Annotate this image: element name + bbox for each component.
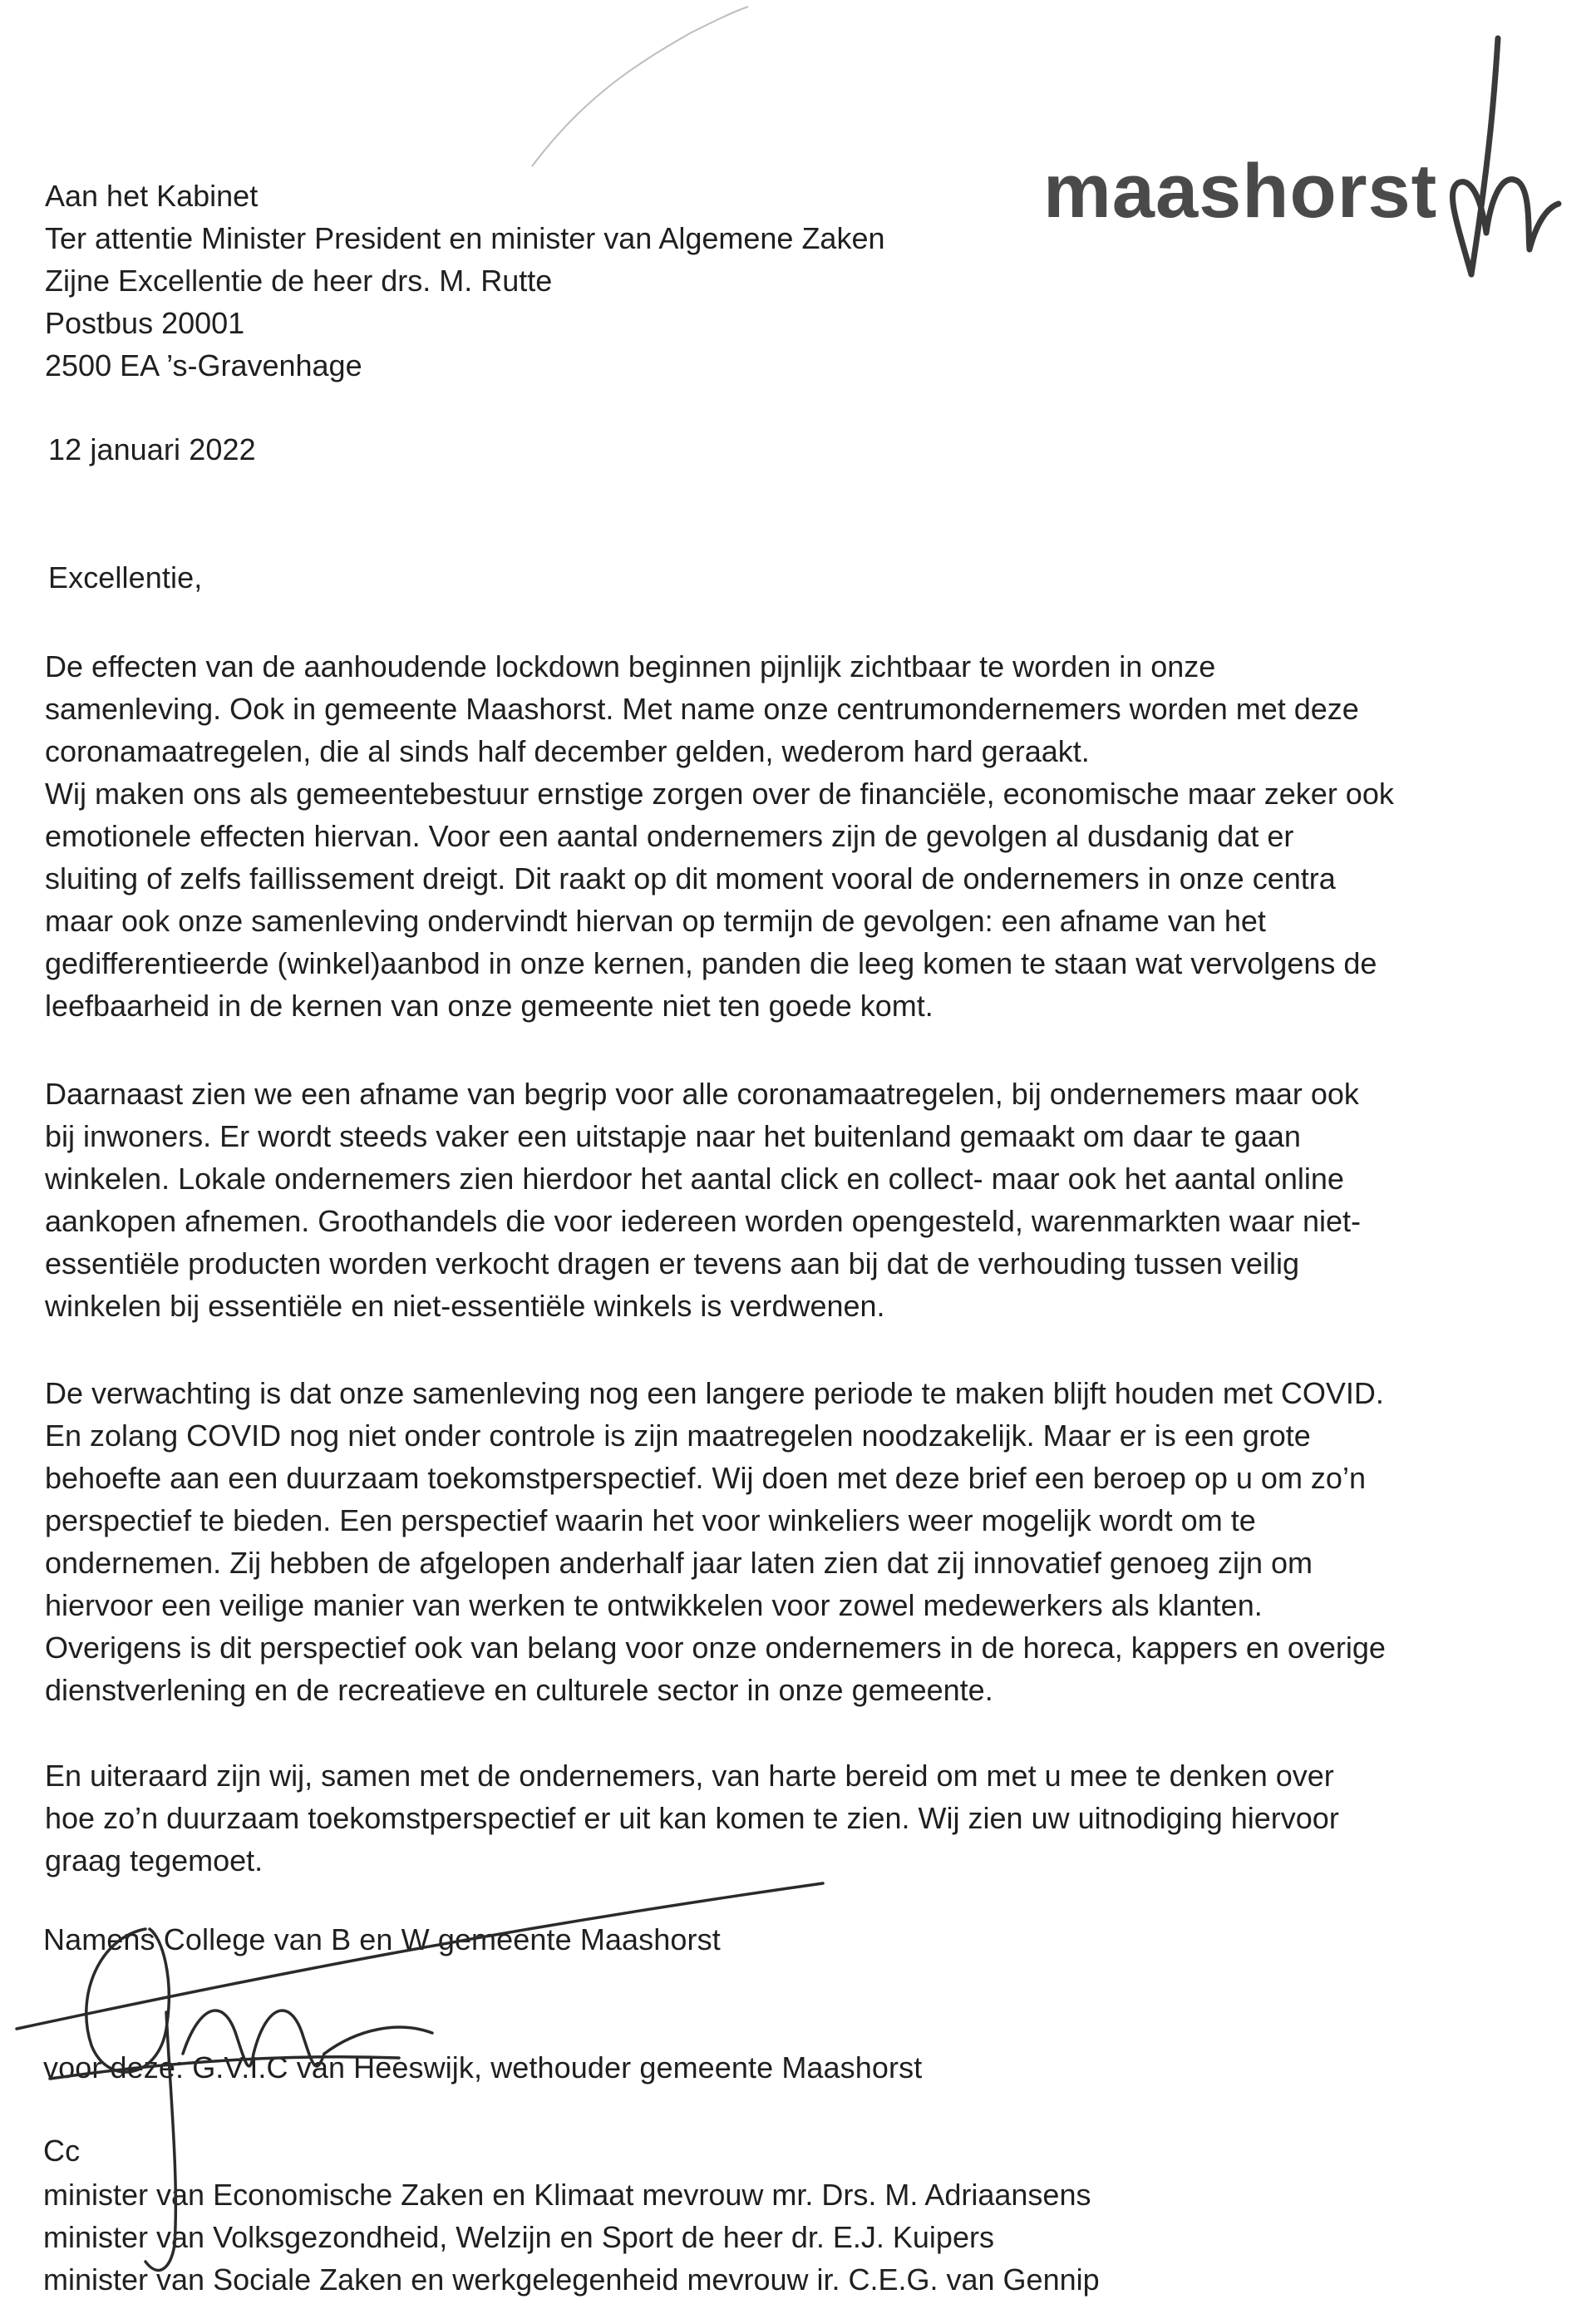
paragraph-line: hiervoor een veilige manier van werken te ontwikkelen voor zowel medewerkers als klanten.: [45, 1588, 1263, 1622]
paragraph-line: winkelen bij essentiële en niet-essentiële winkels is verdwenen.: [45, 1289, 885, 1323]
paragraph-line: emotionele effecten hiervan. Voor een aantal ondernemers zijn de gevolgen al dusdanig dat er: [45, 819, 1294, 853]
address-line: 2500 EA ’s-Gravenhage: [45, 348, 362, 382]
paragraph-line: samenleving. Ook in gemeente Maashorst. Met name onze centrumondernemers worden met deze: [45, 692, 1359, 726]
paragraph-line: sluiting of zelfs faillissement dreigt. Dit raakt op dit moment vooral de ondernemers in onze centra: [45, 861, 1336, 896]
paragraph-line: En uiteraard zijn wij, samen met de ondernemers, van harte bereid om met u mee te denken over: [45, 1759, 1334, 1793]
maashorst-logo-wordmark: maashorst: [1043, 149, 1438, 234]
paragraph-line: Daarnaast zien we een afname van begrip voor alle coronamaatregelen, bij ondernemers maar ook: [45, 1077, 1359, 1111]
paragraph-line: aankopen afnemen. Groothandels die voor iedereen worden opengesteld, warenmarkten waar niet-: [45, 1204, 1361, 1238]
salutation: Excellentie,: [48, 560, 203, 595]
paragraph-line: perspectief te bieden. Een perspectief waarin het voor winkeliers weer mogelijk wordt om te: [45, 1503, 1256, 1537]
cc-recipient: minister van Volksgezondheid, Welzijn en Sport de heer dr. E.J. Kuipers: [43, 2220, 994, 2254]
maashorst-m-mark-icon: [1446, 33, 1571, 283]
paragraph-1: [45, 645, 1394, 1027]
paragraph-3: [45, 1372, 1386, 1711]
paragraph-line: Wij maken ons als gemeentebestuur ernstige zorgen over de financiële, economische maar zeker ook: [45, 777, 1394, 811]
paragraph-line: Overigens is dit perspectief ook van belang voor onze ondernemers in de horeca, kappers en overige: [45, 1631, 1386, 1665]
paragraph-4: [45, 1754, 1339, 1882]
paragraph-line: bij inwoners. Er wordt steeds vaker een uitstapje naar het buitenland gemaakt om daar te gaan: [45, 1119, 1301, 1153]
letter-date: 12 januari 2022: [48, 432, 256, 466]
address-line: Zijne Excellentie de heer drs. M. Rutte: [45, 264, 553, 298]
closing-line: Namens College van B en W gemeente Maashorst: [43, 1922, 721, 1956]
paragraph-line: behoefte aan een duurzaam toekomstperspectief. Wij doen met deze brief een beroep op u om zo’n: [45, 1461, 1366, 1495]
cc-recipient: minister van Economische Zaken en Klimaat mevrouw mr. Drs. M. Adriaansens: [43, 2178, 1091, 2212]
paragraph-line: winkelen. Lokale ondernemers zien hierdoor het aantal click en collect- maar ook het aantal online: [45, 1162, 1344, 1196]
paragraph-line: gedifferentieerde (winkel)aanbod in onze kernen, panden die leeg komen te staan wat vervolgens de: [45, 946, 1377, 980]
paragraph-line: ondernemen. Zij hebben de afgelopen anderhalf jaar laten zien dat zij innovatief genoeg zijn om: [45, 1546, 1313, 1580]
cc-recipient: minister van Sociale Zaken en werkgelegenheid mevrouw ir. C.E.G. van Gennip: [43, 2262, 1100, 2297]
address-line: Postbus 20001: [45, 306, 245, 340]
address-line: Ter attentie Minister President en minister van Algemene Zaken: [45, 221, 885, 255]
signatory-line: voor deze: G.V.I.C van Heeswijk, wethouder gemeente Maashorst: [43, 2050, 923, 2085]
paragraph-line: dienstverlening en de recreatieve en culturele sector in onze gemeente.: [45, 1673, 993, 1707]
paragraph-line: En zolang COVID nog niet onder controle is zijn maatregelen noodzakelijk. Maar er is een grote: [45, 1418, 1311, 1453]
paragraph-line: leefbaarheid in de kernen van onze gemeente niet ten goede komt.: [45, 989, 933, 1023]
cc-list: [43, 2173, 1100, 2301]
paragraph-line: De verwachting is dat onze samenleving nog een langere periode te maken blijft houden met COVID.: [45, 1376, 1384, 1410]
address-block: [45, 175, 885, 387]
paragraph-line: graag tegemoet.: [45, 1843, 264, 1877]
cc-label: Cc: [43, 2134, 81, 2168]
paragraph-line: maar ook onze samenleving ondervindt hiervan op termijn de gevolgen: een afname van het: [45, 904, 1266, 938]
paragraph-line: essentiële producten worden verkocht dragen er tevens aan bij dat de verhouding tussen veilig: [45, 1246, 1299, 1280]
paragraph-line: De effecten van de aanhoudende lockdown beginnen pijnlijk zichtbaar te worden in onze: [45, 649, 1216, 683]
paragraph-2: [45, 1073, 1361, 1327]
paragraph-line: hoe zo’n duurzaam toekomstperspectief er uit kan komen te zien. Wij zien uw uitnodiging hiervoor: [45, 1801, 1339, 1835]
address-line: Aan het Kabinet: [45, 179, 259, 213]
paragraph-line: coronamaatregelen, die al sinds half december gelden, wederom hard geraakt.: [45, 734, 1090, 768]
